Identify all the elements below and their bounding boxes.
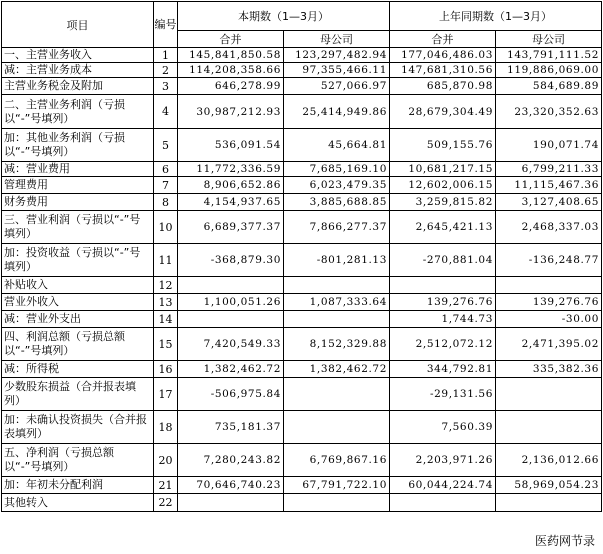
prior-consolidated-value: 344,792.81 <box>390 361 496 378</box>
current-consolidated-value: 646,278.99 <box>178 78 284 95</box>
row-item-label: 其他转入 <box>2 494 154 512</box>
prior-parent-value <box>496 378 602 411</box>
prior-parent-value: 143,791,111.52 <box>496 48 602 63</box>
income-statement-table <box>1 1 602 512</box>
row-item-label: 二、主营业务利润（亏损以“-”号填列） <box>2 95 154 129</box>
row-code: 17 <box>154 378 178 411</box>
prior-consolidated-value: 60,044,224.74 <box>390 477 496 494</box>
current-parent-value: 25,414,949.86 <box>284 95 390 129</box>
row-item-label: 加：未确认投资损失（合并报表填列） <box>2 411 154 444</box>
row-item-label: 补贴收入 <box>2 277 154 294</box>
table-row <box>2 494 602 512</box>
current-parent-value: 45,664.81 <box>284 129 390 162</box>
current-parent-value <box>284 411 390 444</box>
table-row <box>2 177 602 194</box>
row-code: 22 <box>154 494 178 512</box>
current-parent-value: 527,066.97 <box>284 78 390 95</box>
row-code: 12 <box>154 277 178 294</box>
table-row <box>2 411 602 444</box>
prior-parent-value: 2,468,337.03 <box>496 211 602 244</box>
row-code: 16 <box>154 361 178 378</box>
current-consolidated-value: 6,689,377.37 <box>178 211 284 244</box>
row-item-label: 加：其他业务利润（亏损以“-”号填列） <box>2 129 154 162</box>
current-parent-value: 123,297,482.94 <box>284 48 390 63</box>
prior-consolidated-value: 147,681,310.56 <box>390 63 496 78</box>
current-parent-value <box>284 378 390 411</box>
prior-parent-value: 584,689.89 <box>496 78 602 95</box>
prior-consolidated-value: 3,259,815.82 <box>390 194 496 211</box>
table-row <box>2 311 602 328</box>
table-row <box>2 48 602 63</box>
prior-consolidated-value <box>390 277 496 294</box>
header-row-top <box>2 2 602 31</box>
prior-parent-value: 58,969,054.23 <box>496 477 602 494</box>
prior-consolidated-value: 12,602,006.15 <box>390 177 496 194</box>
current-consolidated-value: 145,841,850.58 <box>178 48 284 63</box>
current-consolidated-value: -506,975.84 <box>178 378 284 411</box>
row-item-label: 加：投资收益（亏损以“-”号填列） <box>2 244 154 277</box>
watermark-text: 医药网节录 <box>534 534 595 548</box>
current-consolidated-value <box>178 277 284 294</box>
row-code: 13 <box>154 294 178 311</box>
current-consolidated-value: 1,382,462.72 <box>178 361 284 378</box>
table-body <box>2 48 602 512</box>
prior-parent-value: 335,382.36 <box>496 361 602 378</box>
row-item-label: 少数股东损益（合并报表填列） <box>2 378 154 411</box>
current-parent-value: 1,382,462.72 <box>284 361 390 378</box>
table-row <box>2 211 602 244</box>
current-parent-value: 1,087,333.64 <box>284 294 390 311</box>
current-parent-value: 3,885,688.85 <box>284 194 390 211</box>
row-item-label: 减：所得税 <box>2 361 154 378</box>
current-consolidated-value: 114,208,358.66 <box>178 63 284 78</box>
table-row <box>2 129 602 162</box>
row-code: 7 <box>154 177 178 194</box>
current-consolidated-value: 30,987,212.93 <box>178 95 284 129</box>
table-row <box>2 95 602 129</box>
row-item-label: 营业外收入 <box>2 294 154 311</box>
prior-consolidated-value: 1,744.73 <box>390 311 496 328</box>
column-header-current-period: 本期数（1—3月） <box>178 2 390 31</box>
row-item-label: 主营业务税金及附加 <box>2 78 154 95</box>
prior-consolidated-value: 509,155.76 <box>390 129 496 162</box>
column-header-current-consolidated: 合并 <box>178 31 284 48</box>
column-header-prior-consolidated: 合并 <box>390 31 496 48</box>
table-row <box>2 477 602 494</box>
current-consolidated-value: 735,181.37 <box>178 411 284 444</box>
table-row <box>2 361 602 378</box>
prior-consolidated-value: 10,681,217.15 <box>390 162 496 177</box>
prior-consolidated-value: 2,645,421.13 <box>390 211 496 244</box>
row-code: 3 <box>154 78 178 95</box>
current-parent-value: 97,355,466.11 <box>284 63 390 78</box>
current-consolidated-value: 7,420,549.33 <box>178 328 284 361</box>
row-code: 20 <box>154 444 178 477</box>
row-code: 8 <box>154 194 178 211</box>
prior-parent-value <box>496 494 602 512</box>
prior-consolidated-value: -270,881.04 <box>390 244 496 277</box>
table-row <box>2 277 602 294</box>
current-consolidated-value: 7,280,243.82 <box>178 444 284 477</box>
row-item-label: 三、营业利润（亏损以“-”号填列） <box>2 211 154 244</box>
current-consolidated-value: 11,772,336.59 <box>178 162 284 177</box>
current-parent-value: 67,791,722.10 <box>284 477 390 494</box>
table-row <box>2 244 602 277</box>
prior-parent-value <box>496 277 602 294</box>
prior-consolidated-value: 2,512,072.12 <box>390 328 496 361</box>
table-row <box>2 294 602 311</box>
column-header-prior-period: 上年同期数（1—3月） <box>390 2 602 31</box>
current-parent-value: 7,866,277.37 <box>284 211 390 244</box>
prior-parent-value: 139,276.76 <box>496 294 602 311</box>
row-item-label: 四、利润总额（亏损总额以“-”号填列） <box>2 328 154 361</box>
current-parent-value: 7,685,169.10 <box>284 162 390 177</box>
prior-consolidated-value: 685,870.98 <box>390 78 496 95</box>
row-code: 2 <box>154 63 178 78</box>
table-row <box>2 194 602 211</box>
prior-parent-value: -136,248.77 <box>496 244 602 277</box>
current-parent-value: 6,023,479.35 <box>284 177 390 194</box>
row-code: 18 <box>154 411 178 444</box>
table-row <box>2 78 602 95</box>
current-parent-value <box>284 277 390 294</box>
prior-parent-value: 3,127,408.65 <box>496 194 602 211</box>
row-code: 6 <box>154 162 178 177</box>
row-item-label: 一、主营业务收入 <box>2 48 154 63</box>
row-item-label: 财务费用 <box>2 194 154 211</box>
row-item-label: 管理费用 <box>2 177 154 194</box>
prior-consolidated-value: 7,560.39 <box>390 411 496 444</box>
current-parent-value: -801,281.13 <box>284 244 390 277</box>
column-header-code: 编号 <box>154 2 178 48</box>
prior-parent-value: -30.00 <box>496 311 602 328</box>
current-parent-value <box>284 311 390 328</box>
current-consolidated-value: 536,091.54 <box>178 129 284 162</box>
prior-consolidated-value <box>390 494 496 512</box>
prior-consolidated-value: 177,046,486.03 <box>390 48 496 63</box>
table-row <box>2 63 602 78</box>
column-header-item: 项目 <box>2 2 154 48</box>
row-code: 10 <box>154 211 178 244</box>
row-code: 4 <box>154 95 178 129</box>
current-parent-value: 8,152,329.88 <box>284 328 390 361</box>
prior-parent-value: 2,136,012.66 <box>496 444 602 477</box>
prior-parent-value <box>496 411 602 444</box>
row-item-label: 减：营业费用 <box>2 162 154 177</box>
table-row <box>2 444 602 477</box>
column-header-current-parent: 母公司 <box>284 31 390 48</box>
prior-parent-value: 119,886,069.00 <box>496 63 602 78</box>
current-consolidated-value: 70,646,740.23 <box>178 477 284 494</box>
prior-parent-value: 23,320,352.63 <box>496 95 602 129</box>
current-consolidated-value: -368,879.30 <box>178 244 284 277</box>
prior-consolidated-value: 139,276.76 <box>390 294 496 311</box>
prior-parent-value: 2,471,395.02 <box>496 328 602 361</box>
current-consolidated-value <box>178 311 284 328</box>
row-item-label: 加：年初未分配利润 <box>2 477 154 494</box>
table-row <box>2 378 602 411</box>
prior-parent-value: 6,799,211.33 <box>496 162 602 177</box>
prior-consolidated-value: 2,203,971.26 <box>390 444 496 477</box>
prior-parent-value: 11,115,467.36 <box>496 177 602 194</box>
row-item-label: 五、净利润（亏损总额以“-”号填列） <box>2 444 154 477</box>
table-row <box>2 328 602 361</box>
current-consolidated-value <box>178 494 284 512</box>
row-code: 21 <box>154 477 178 494</box>
row-item-label: 减：营业外支出 <box>2 311 154 328</box>
row-item-label: 减：主营业务成本 <box>2 63 154 78</box>
row-code: 1 <box>154 48 178 63</box>
current-consolidated-value: 4,154,937.65 <box>178 194 284 211</box>
table-row <box>2 162 602 177</box>
column-header-prior-parent: 母公司 <box>496 31 602 48</box>
current-parent-value <box>284 494 390 512</box>
row-code: 5 <box>154 129 178 162</box>
current-consolidated-value: 1,100,051.26 <box>178 294 284 311</box>
current-consolidated-value: 8,906,652.86 <box>178 177 284 194</box>
row-code: 11 <box>154 244 178 277</box>
row-code: 15 <box>154 328 178 361</box>
prior-consolidated-value: -29,131.56 <box>390 378 496 411</box>
prior-parent-value: 190,071.74 <box>496 129 602 162</box>
prior-consolidated-value: 28,679,304.49 <box>390 95 496 129</box>
row-code: 14 <box>154 311 178 328</box>
current-parent-value: 6,769,867.16 <box>284 444 390 477</box>
